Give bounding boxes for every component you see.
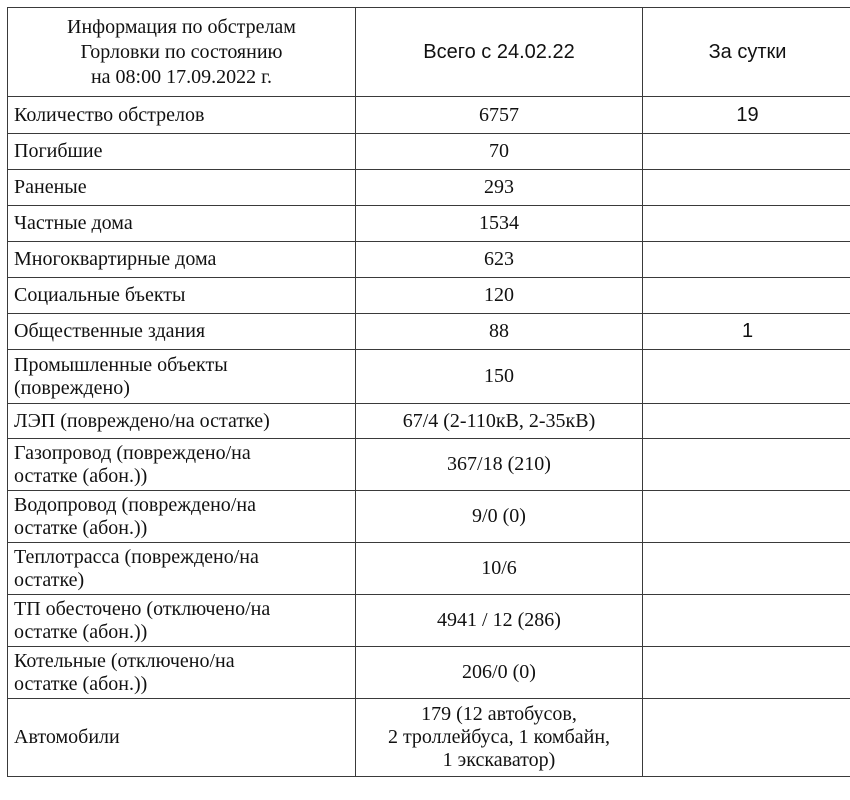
row-day — [643, 206, 850, 242]
row-label — [8, 491, 356, 543]
row-label — [8, 647, 356, 699]
row-label-line: остатке (абон.)) — [14, 620, 148, 643]
row-total: 293 — [356, 170, 643, 206]
row-label-line: Промышленные объекты — [14, 353, 228, 376]
row-label: Социальные бъекты — [8, 278, 356, 314]
row-total: 150 — [356, 350, 643, 404]
table-row — [8, 647, 850, 699]
row-total: 6757 — [356, 97, 643, 134]
table-row — [8, 543, 850, 595]
table-row — [8, 170, 850, 206]
header-day-cell: За сутки — [643, 8, 850, 97]
row-day — [643, 595, 850, 647]
row-total: 88 — [356, 314, 643, 350]
row-total: 70 — [356, 134, 643, 170]
table-row — [8, 206, 850, 242]
row-total: 67/4 (2-110кВ, 2-35кВ) — [356, 404, 643, 439]
row-label: Многоквартирные дома — [8, 242, 356, 278]
table-row — [8, 699, 850, 777]
row-total-line: 2 троллейбуса, 1 комбайн, — [387, 726, 611, 748]
row-day — [643, 404, 850, 439]
table-row — [8, 134, 850, 170]
row-day — [643, 439, 850, 491]
row-label — [8, 543, 356, 595]
row-label: ЛЭП (повреждено/на остатке) — [8, 404, 356, 439]
row-total: 10/6 — [356, 543, 643, 595]
row-day — [643, 647, 850, 699]
table-row — [8, 404, 850, 439]
row-label — [8, 439, 356, 491]
header-info-line: Информация по обстрелам — [67, 15, 296, 38]
row-label-line: остатке (абон.)) — [14, 516, 148, 539]
row-total — [356, 699, 643, 777]
row-label: Погибшие — [8, 134, 356, 170]
row-label-line: остатке (абон.)) — [14, 464, 148, 487]
row-total: 120 — [356, 278, 643, 314]
row-day — [643, 278, 850, 314]
row-label-line: Теплотрасса (повреждено/на — [14, 545, 259, 568]
table-row — [8, 97, 850, 134]
row-label: Количество обстрелов — [8, 97, 356, 134]
row-day — [643, 170, 850, 206]
row-total-line: 1 экскаватор) — [442, 749, 556, 771]
table-row — [8, 278, 850, 314]
row-label-line: Водопровод (повреждено/на — [14, 493, 256, 516]
header-row — [8, 8, 850, 97]
row-label-line: (повреждено) — [14, 376, 130, 399]
shelling-info-table — [7, 7, 850, 777]
row-label: Раненые — [8, 170, 356, 206]
table-row — [8, 314, 850, 350]
row-day — [643, 699, 850, 777]
row-label: Общественные здания — [8, 314, 356, 350]
row-day — [643, 491, 850, 543]
row-label-line: Котельные (отключено/на — [14, 649, 235, 672]
row-total: 1534 — [356, 206, 643, 242]
row-total: 4941 / 12 (286) — [356, 595, 643, 647]
row-label-line: ТП обесточено (отключено/на — [14, 597, 271, 620]
row-label-line: остатке (абон.)) — [14, 672, 148, 695]
header-info-cell — [8, 8, 356, 97]
row-label: Частные дома — [8, 206, 356, 242]
row-total: 206/0 (0) — [356, 647, 643, 699]
row-total-line: 179 (12 автобусов, — [421, 703, 577, 725]
table-row — [8, 242, 850, 278]
row-label-line: остатке) — [14, 568, 85, 591]
row-label — [8, 350, 356, 404]
row-total: 367/18 (210) — [356, 439, 643, 491]
table-row — [8, 491, 850, 543]
row-label-line: Газопровод (повреждено/на — [14, 441, 251, 464]
table-row — [8, 439, 850, 491]
row-label — [8, 595, 356, 647]
row-day — [643, 543, 850, 595]
table-row — [8, 595, 850, 647]
header-info-line: на 08:00 17.09.2022 г. — [90, 65, 273, 88]
row-total: 9/0 (0) — [356, 491, 643, 543]
row-day: 19 — [643, 97, 850, 134]
table-row — [8, 350, 850, 404]
row-day — [643, 134, 850, 170]
row-day — [643, 350, 850, 404]
header-info-line: Горловки по состоянию — [80, 40, 283, 63]
row-day: 1 — [643, 314, 850, 350]
row-label: Автомобили — [8, 699, 356, 777]
header-total-cell: Всего с 24.02.22 — [356, 8, 643, 97]
row-total: 623 — [356, 242, 643, 278]
row-day — [643, 242, 850, 278]
